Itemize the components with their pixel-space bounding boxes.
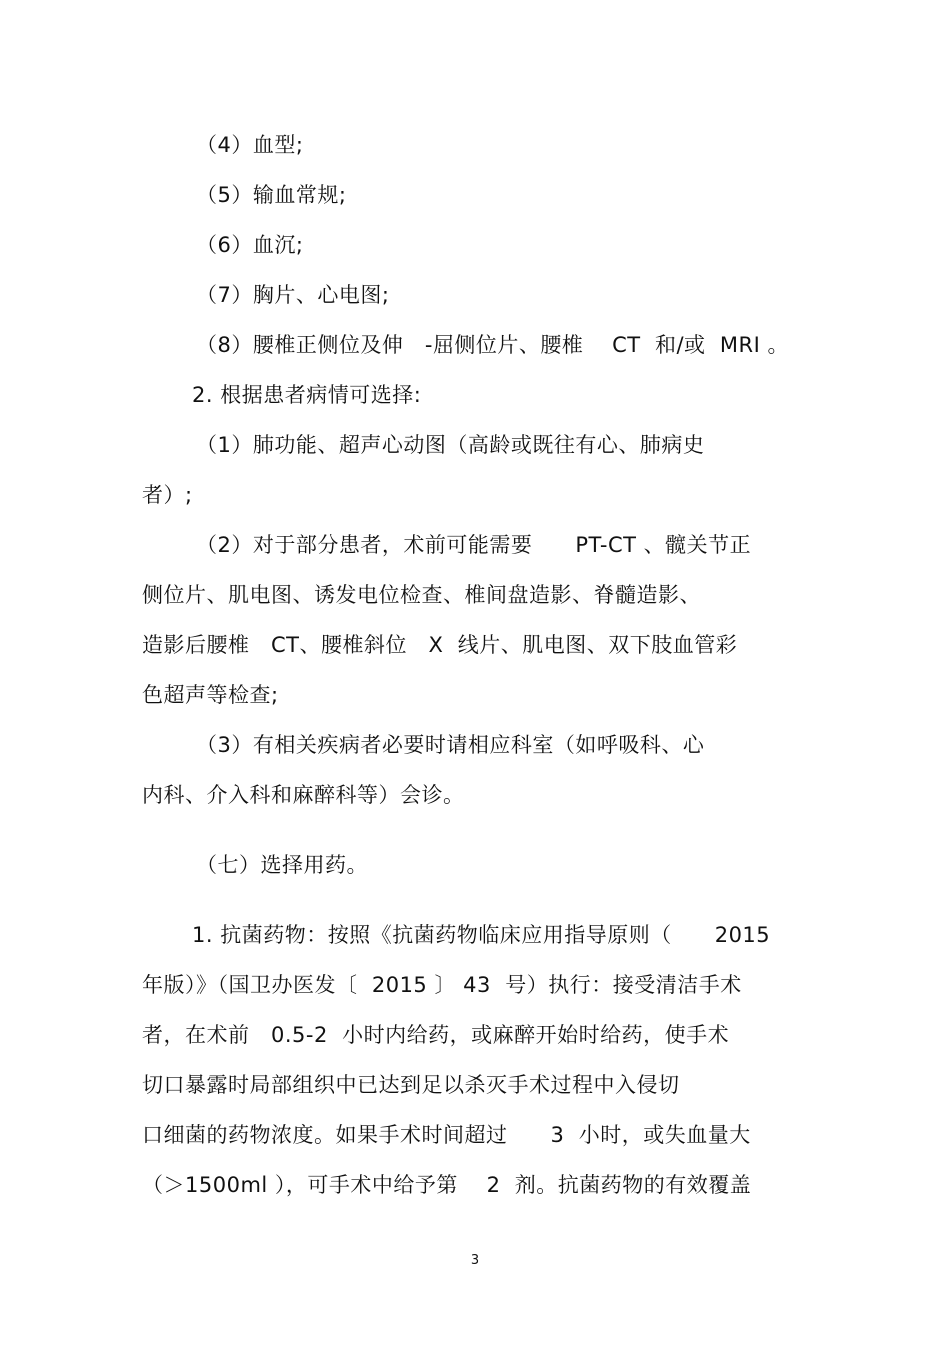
text-line-antibiotic-e: 口细菌的药物浓度。如果手术时间超过 3 小时，或失血量大 [142,1123,751,1147]
text-line-8-lumbar-imaging: （8）腰椎正侧位及伸 -屈侧位片、腰椎 CT 和/或 MRI 。 [196,333,789,357]
text-line-antibiotic-f: （＞1500ml ），可手术中给予第 2 剂。抗菌药物的有效覆盖 [142,1173,752,1197]
text-line-optional-3a: （3）有相关疾病者必要时请相应科室（如呼吸科、心 [196,733,705,757]
text-line-antibiotic-c: 者，在术前 0.5-2 小时内给药，或麻醉开始时给药，使手术 [142,1023,730,1047]
text-line-optional-3b: 内科、介入科和麻醉科等）会诊。 [142,783,465,807]
text-line-4-blood-type: （4）血型; [196,133,304,157]
text-line-6-esr: （6）血沉; [196,233,304,257]
text-line-optional-heading: 2. 根据患者病情可选择: [192,383,422,407]
section-heading-medication: （七）选择用药。 [196,853,368,877]
text-line-antibiotic-a: 1. 抗菌药物：按照《抗菌药物临床应用指导原则（ 2015 [192,923,771,947]
text-line-7-chest-ecg: （7）胸片、心电图; [196,283,390,307]
text-line-optional-1a: （1）肺功能、超声心动图（高龄或既往有心、肺病史 [196,433,705,457]
text-line-antibiotic-d: 切口暴露时局部组织中已达到足以杀灭手术过程中入侵切 [142,1073,680,1097]
text-line-optional-2d: 色超声等检查; [142,683,279,707]
text-line-optional-1b: 者）; [142,483,193,507]
text-line-optional-2a: （2）对于部分患者，术前可能需要 PT-CT 、髋关节正 [196,533,752,557]
page-number: 3 [470,1253,480,1268]
text-line-optional-2c: 造影后腰椎 CT、腰椎斜位 X 线片、肌电图、双下肢血管彩 [142,633,738,657]
text-line-5-transfusion: （5）输血常规; [196,183,347,207]
text-line-antibiotic-b: 年版）》（国卫办医发〔 2015 〕 43 号）执行：接受清洁手术 [142,973,742,997]
text-line-optional-2b: 侧位片、肌电图、诱发电位检查、椎间盘造影、脊髓造影、 [142,583,701,607]
